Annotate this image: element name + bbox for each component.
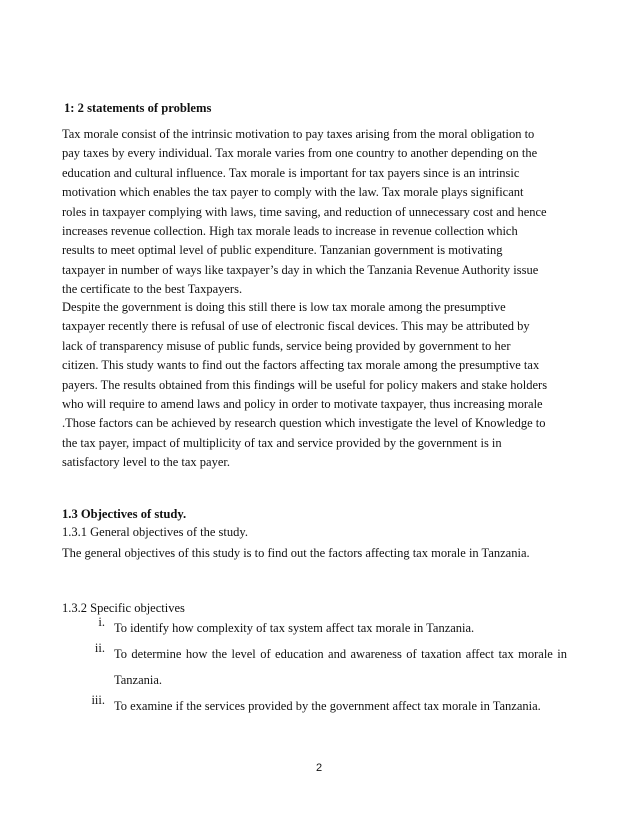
paragraph-line: the certificate to the best Taxpayers.	[62, 282, 243, 297]
section-heading-statements-of-problems: 1: 2 statements of problems	[64, 101, 212, 115]
page-number: 2	[315, 762, 323, 774]
list-item-line: To determine how the level of education and awareness of taxation affect tax morale in	[114, 647, 567, 661]
paragraph-line: motivation which enables the tax payer to comply with the law. Tax morale plays significant	[62, 185, 524, 200]
list-item-text	[114, 693, 567, 719]
general-objectives-heading: 1.3.1 General objectives of the study.	[62, 525, 248, 539]
list-item	[62, 693, 567, 719]
problem-statement-paragraph-2	[62, 298, 572, 473]
paragraph-line: lack of transparency misuse of public funds, service being provided by government to her	[62, 338, 511, 353]
paragraph-line: roles in taxpayer complying with laws, time saving, and reduction of unnecessary cost and hence	[62, 204, 547, 219]
specific-objectives-list	[62, 615, 567, 719]
general-objectives-text: The general objectives of this study is to find out the factors affecting tax morale in Tanzania.	[62, 546, 530, 560]
specific-objectives-heading: 1.3.2 Specific objectives	[62, 601, 185, 615]
paragraph-line: Despite the government is doing this still there is low tax morale among the presumptive	[62, 300, 506, 314]
list-item-text	[114, 615, 567, 641]
list-marker: ii.	[94, 641, 105, 655]
list-item	[62, 641, 567, 693]
list-item-line: To identify how complexity of tax system affect tax morale in Tanzania.	[114, 621, 475, 635]
paragraph-line: results to meet optimal level of public expenditure. Tanzanian government is motivating	[62, 243, 503, 258]
list-marker: iii.	[91, 693, 105, 707]
paragraph-line: .Those factors can be achieved by research question which investigate the level of Knowledge to	[62, 416, 546, 431]
paragraph-line: education and cultural influence. Tax morale is important for tax payers since is an intrinsic	[62, 165, 520, 180]
list-item-text	[114, 641, 567, 693]
list-item-line: To examine if the services provided by the government affect tax morale in Tanzania.	[114, 699, 541, 713]
list-marker: i.	[98, 615, 105, 629]
paragraph-line: citizen. This study wants to find out the factors affecting tax morale among the presumptive tax	[62, 358, 540, 373]
section-heading-objectives: 1.3 Objectives of study.	[62, 507, 187, 521]
paragraph-line: satisfactory level to the tax payer.	[62, 455, 230, 470]
paragraph-line: pay taxes by every individual. Tax morale varies from one country to another depending on the	[62, 146, 538, 161]
paragraph-line: taxpayer in number of ways like taxpayer’s day in which the Tanzania Revenue Authority issue	[62, 262, 539, 277]
paragraph-line: the tax payer, impact of multiplicity of tax and service provided by the government is in	[62, 435, 502, 450]
paragraph-line: payers. The results obtained from this findings will be useful for policy makers and stake holders	[62, 377, 548, 392]
paragraph-line: increases revenue collection. High tax morale leads to increase in revenue collection which	[62, 224, 518, 239]
paragraph-line: who will require to amend laws and policy in order to motivate taxpayer, thus increasing morale	[62, 397, 543, 412]
problem-statement-paragraph-1	[62, 125, 572, 300]
paragraph-line: taxpayer recently there is refusal of use of electronic fiscal devices. This may be attributed by	[62, 319, 530, 334]
list-item-line: Tanzania.	[114, 673, 163, 687]
paragraph-line: Tax morale consist of the intrinsic motivation to pay taxes arising from the moral obligation to	[62, 127, 535, 141]
list-item	[62, 615, 567, 641]
